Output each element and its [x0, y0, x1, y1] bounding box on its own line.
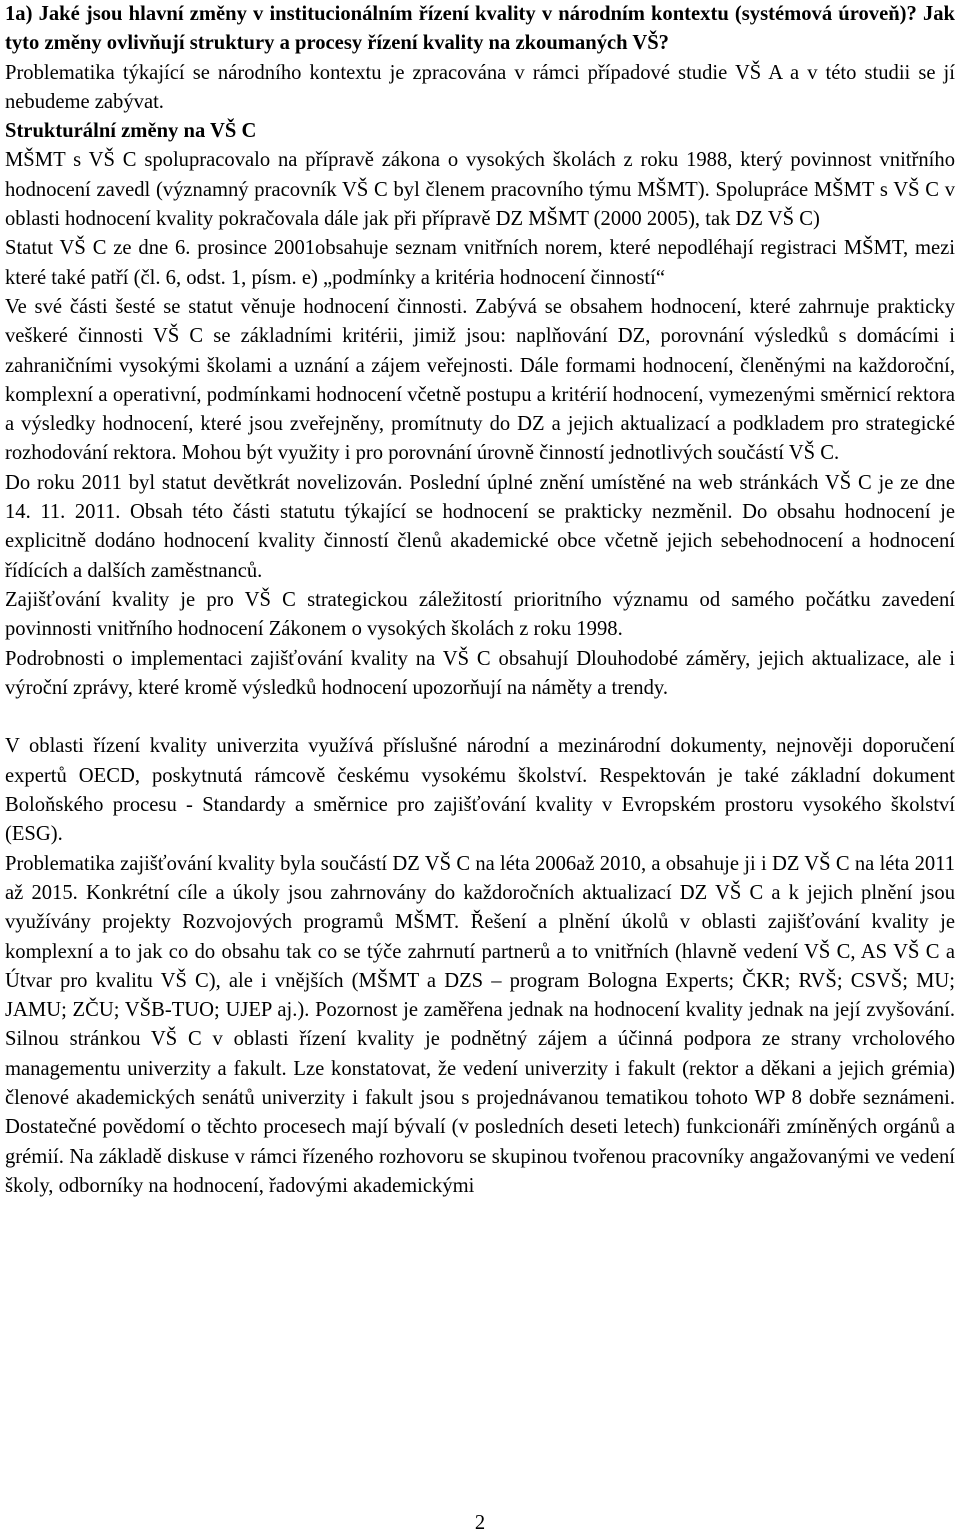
- question-heading: 1a) Jaké jsou hlavní změny v institucionálním řízení kvality v národním kontextu (systémová úroveň)? Jak tyto změny ovlivňují struktury a procesy řízení kvality na zkoumaných VŠ?: [5, 3, 955, 55]
- paragraph-implementation-details: Podrobnosti o implementaci zajišťování kvality na VŠ C obsahují Dlouhodobé záměry, jejich aktualizace, ale i výroční zprávy, které kromě výsledků hodnocení upozorňují na náměty a trendy.: [5, 647, 955, 699]
- page-number: 2: [474, 1512, 486, 1534]
- paragraph-strategic-priority: Zajišťování kvality je pro VŠ C strategickou záležitostí prioritního významu od samého počátku zavedení povinnosti vnitřního hodnocení Zákonem o vysokých školách z roku 1998.: [5, 588, 955, 641]
- paragraph-quality-documents: V oblasti řízení kvality univerzita využívá příslušné národní a mezinárodní dokumenty, nejnověji doporučení expertů OECD, poskytnutá rámcově českému vysokému školství. Respektován je také základní dokument Boloňského procesu - Standardy a směrnice pro zajišťování kvality v Evropském prostoru vysokého školství (ESG).: [5, 735, 955, 846]
- paragraph-statute-part-six: Ve své části šesté se statut věnuje hodnocení činnosti. Zabývá se obsahem hodnocení, které zahrnuje prakticky veškeré činnosti VŠ C se základními kritérii, jimiž jsou: naplňování DZ, porovnání výsledků s domácími i zahraničními vysokými školami a uznání a zájem veřejnosti. Dále formami hodnocení, členěnými na každoroční, komplexní a operativní, podmínkami hodnocení včetně postupu a kritérií hodnocení, vymezenými směrnicí rektora a výsledky hodnocení, které jsou zveřejněny, promítnuty do DZ a jejich aktualizací a podkladem pro strategické rozhodování rektora. Mohou být využity i pro porovnání úrovně činností jednotlivých součástí VŠ C.: [5, 295, 955, 465]
- paragraph-spacer: [5, 703, 955, 732]
- intro-paragraph: Problematika týkající se národního kontextu je zpracována v rámci případové studie VŠ A a v této studii se jí nebudeme zabývat.: [5, 61, 955, 113]
- paragraph-quality-management: Problematika zajišťování kvality byla součástí DZ VŠ C na léta 2006až 2010, a obsahuje ji i DZ VŠ C na léta 2011 až 2015. Konkrétní cíle a úkoly jsou zahrnovány do každoročních aktualizací DZ VŠ C a k jejich plnění jsou využívány projekty Rozvojových programů MŠMT. Řešení a plnění úkolů v oblasti zajišťování kvality je komplexní a to jak co do obsahu tak co se týče zahrnutí partnerů a to vnitřních (hlavně vedení VŠ C, AS VŠ C a Útvar pro kvalitu VŠ C), ale i vnějších (MŠMT a DZS – program Bologna Experts; ČKR; RVŠ; CSVŠ; MU; JAMU; ZČU; VŠB-TUO; UJEP aj.). Pozornost je zaměřena jednak na hodnocení kvality jednak na její zvyšování. Silnou stránkou VŠ C v oblasti řízení kvality je podnětný zájem a účinná podpora ze strany vrcholového managementu univerzity a fakult. Lze konstatovat, že vedení univerzity i fakult (rektor a děkani a jejich grémia) členové akademických senátů univerzity i fakult jsou s projednávanou tematikou tohoto WP 8 dobře seznámeni. Dostatečné povědomí o těchto procesech mají bývalí (v posledních deseti letech) funkcionáři zmíněných orgánů a grémií. Na základě diskuse v rámci řízeného rozhovoru se skupinou tvořenou pracovníky angažovanými ve vedení školy, odborníky na hodnocení, řadovými akademickými: [5, 852, 955, 1197]
- paragraph-statute-amendments: Do roku 2011 byl statut devětkrát novelizován. Poslední úplné znění umístěné na web stránkách VŠ C je ze dne 14. 11. 2011. Obsah této části statutu týkající se hodnocení se prakticky nezměnil. Do obsahu hodnocení je explicitně dodáno hodnocení kvality činností členů akademické obce včetně jejich sebehodnocení a hodnocení řídících a dalších zaměstnanců.: [5, 471, 955, 582]
- paragraph-msmt-cooperation: MŠMT s VŠ C spolupracovalo na přípravě zákona o vysokých školách z roku 1988, který povinnost vnitřního hodnocení zavedl (významný pracovník VŠ C byl členem pracovního týmu MŠMT). Spolupráce MŠMT s VŠ C v oblasti hodnocení kvality pokračovala dále jak při přípravě DZ MŠMT (2000 2005), tak DZ VŠ C): [5, 149, 955, 231]
- document-page: [5, 0, 955, 1201]
- section-heading: Strukturální změny na VŠ C: [5, 120, 257, 143]
- paragraph-statute: Statut VŠ C ze dne 6. prosince 2001obsahuje seznam vnitřních norem, které nepodléhají registraci MŠMT, mezi které také patří (čl. 6, odst. 1, písm. e) „podmínky a kritéria hodnocení činností“: [5, 237, 955, 289]
